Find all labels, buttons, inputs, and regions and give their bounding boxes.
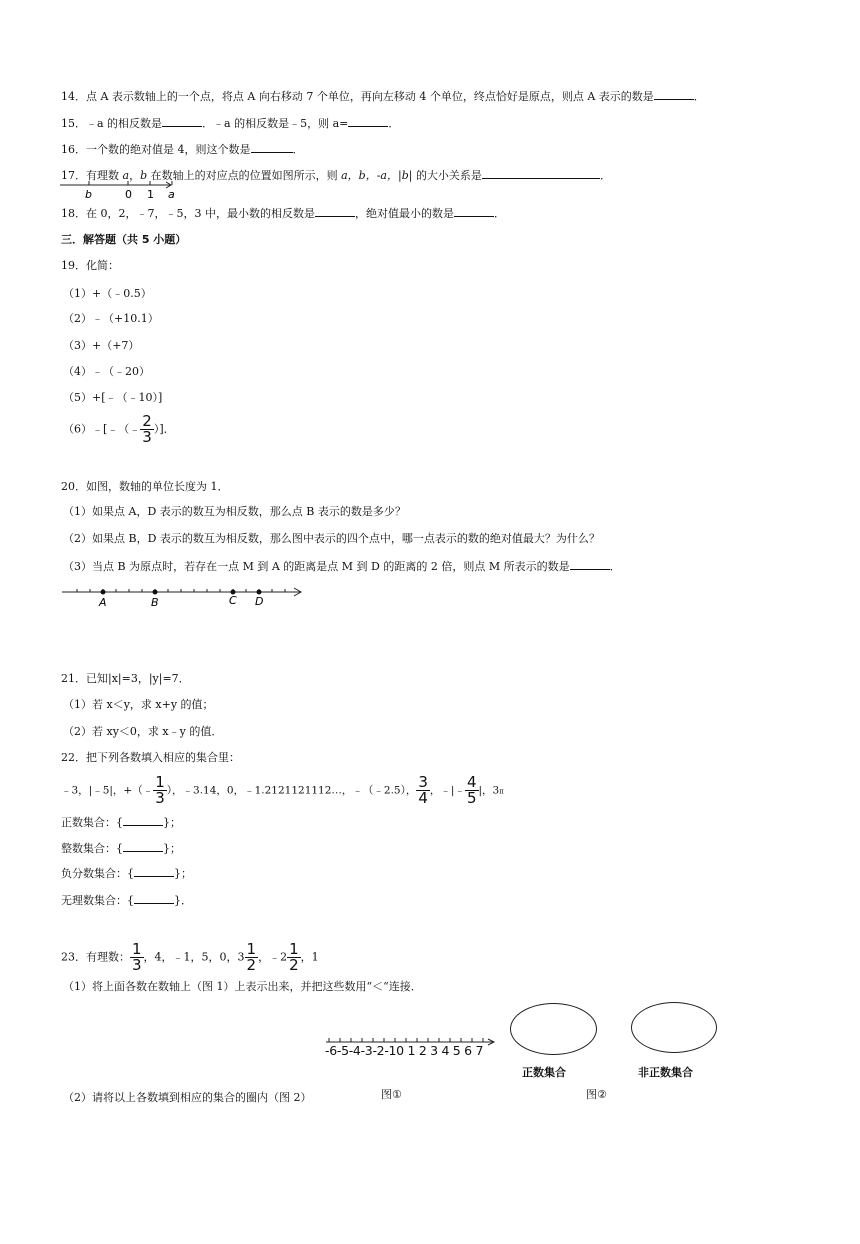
q20-item-2: （2）如果点 B，D 表示的数互为相反数，那么图中表示的四个点中，哪一点表示的数的绝对值最大？为什么？: [63, 532, 600, 545]
question-23-title: 23．有理数： $\frac{1}{3}$ ，4，﹣1，5，0，3 $\frac{1}{2}$ ，﹣2 $\frac{1}{2}$ ，1: [61, 940, 319, 974]
set-negative-fraction: 负分数集合：{ }；: [61, 867, 192, 880]
section-3-heading: 三．解答题（共 5 小题）: [61, 233, 187, 246]
q19-item-4: （4）﹣（﹣20）: [63, 365, 150, 378]
q17-label-a: a: [168, 188, 175, 201]
q17-label-b: b: [85, 188, 92, 201]
q20-item-3: （3）当点 B 为原点时，若存在一点 M 到 A 的距离是点 M 到 D 的距离的 2 倍，则点 M 所表示的数是 ．: [63, 560, 621, 573]
fraction: $\frac{3}{4}$: [418, 773, 428, 807]
non-positive-set-ellipse[interactable]: [631, 1002, 717, 1053]
question-21-title: 21．已知|x|=3，|y|=7．: [61, 672, 190, 685]
question-18: 18．在 0，2，﹣7，﹣5，3 中，最小数的相反数是 ，绝对值最小的数是 ．: [61, 207, 505, 220]
question-19-title: 19．化简：: [61, 259, 119, 272]
q17-blank[interactable]: [482, 167, 600, 179]
q20-number-line: [62, 583, 307, 609]
point-d-label: D: [255, 595, 264, 608]
q23-axis-ticks: -6-5-4-3-2-10 1 2 3 4 5 6 7: [325, 1043, 484, 1058]
point-a-label: A: [99, 596, 107, 609]
q17-label-1: 1: [147, 188, 154, 201]
q20-blank[interactable]: [570, 558, 610, 570]
fraction: $\frac{1}{3}$: [155, 773, 165, 807]
q21-item-2: （2）若 xy＜0，求 x﹣y 的值．: [63, 725, 223, 738]
fraction: $\frac{4}{5}$: [466, 773, 477, 807]
q19-item-1: （1）+（﹣0.5）: [63, 287, 152, 300]
q19-item-5: （5）+[﹣（﹣10）]: [63, 391, 163, 404]
q23-item-1: （1）将上面各数在数轴上（图 1）上表示出来，并把这些数用“＜“连接．: [63, 980, 422, 993]
q21-item-1: （1）若 x＜y，求 x+y 的值；: [63, 698, 214, 711]
q20-item-1: （1）如果点 A，D 表示的数互为相反数，那么点 B 表示的数是多少？: [63, 505, 406, 518]
point-c-label: C: [229, 594, 237, 607]
q18-blank-1[interactable]: [315, 205, 355, 217]
set-positive-blank[interactable]: [123, 814, 163, 826]
q15-blank-2[interactable]: [348, 115, 388, 127]
q22-numbers: ﹣3，|﹣5|，+（﹣ $\frac{1}{3}$ ），﹣3.14，0，﹣1.2121121112…，﹣（﹣2.5）， $\frac{3}{4}$ ，﹣|﹣ $\frac{4}{5}$ |，3π: [61, 773, 504, 807]
positive-set-label: 正数集合: [522, 1066, 566, 1079]
fraction: $\frac{1}{2}$: [246, 940, 257, 974]
set-positive: 正数集合：{ }；: [61, 816, 181, 829]
set-irrational-blank[interactable]: [134, 892, 174, 904]
question-15: 15．﹣a 的相反数是 ．﹣a 的相反数是﹣5，则 a= ．: [61, 117, 400, 130]
figure-2-caption: 图②: [586, 1088, 607, 1101]
q14-text: 14．点 A 表示数轴上的一个点，将点 A 向右移动 7 个单位，再向左移动 4 个单位，终点恰好是原点，则点 A 表示的数是: [61, 90, 654, 103]
q19-item-2: （2）﹣（+10.1）: [63, 312, 159, 325]
question-16: 16．一个数的绝对值是 4，则这个数是 ．: [61, 143, 304, 156]
fraction: $\frac{1}{3}$: [132, 940, 142, 974]
fraction: $\frac{2}{3}$: [142, 412, 152, 446]
set-integer: 整数集合：{ }；: [61, 842, 181, 855]
question-14: 14．点 A 表示数轴上的一个点，将点 A 向右移动 7 个单位，再向左移动 4 个单位，终点恰好是原点，则点 A 表示的数是 ．: [61, 90, 705, 103]
point-d-dot: [257, 590, 262, 595]
q14-blank[interactable]: [654, 88, 694, 100]
set-irrational: 无理数集合：{ }．: [61, 894, 192, 907]
point-b-label: B: [151, 596, 159, 609]
q18-blank-2[interactable]: [454, 205, 494, 217]
q19-item-3: （3）+（+7）: [63, 339, 140, 352]
point-a-dot: [101, 590, 106, 595]
set-negative-fraction-blank[interactable]: [134, 865, 174, 877]
fraction: $\frac{1}{2}$: [289, 940, 299, 974]
non-positive-set-label: 非正数集合: [638, 1066, 693, 1079]
q19-item-6: （6）﹣[﹣（﹣ $\frac{2}{3}$ ）]．: [63, 412, 175, 446]
q17-label-0: 0: [125, 188, 132, 201]
point-b-dot: [153, 590, 158, 595]
q23-item-2: （2）请将以上各数填到相应的集合的圈内（图 2）: [63, 1091, 312, 1104]
set-integer-blank[interactable]: [123, 840, 163, 852]
question-17: 17．有理数 a，b 在数轴上的对应点的位置如图所示，则 a，b，-a，|b| 的大小关系是 ．: [61, 169, 611, 182]
q16-blank[interactable]: [251, 141, 293, 153]
q17-number-line: [58, 178, 178, 200]
figure-1-caption: 图①: [381, 1088, 402, 1101]
question-22-title: 22．把下列各数填入相应的集合里：: [61, 751, 240, 764]
q15-blank-1[interactable]: [162, 115, 202, 127]
positive-set-ellipse[interactable]: [510, 1003, 597, 1055]
question-20-title: 20．如图，数轴的单位长度为 1．: [61, 480, 229, 493]
